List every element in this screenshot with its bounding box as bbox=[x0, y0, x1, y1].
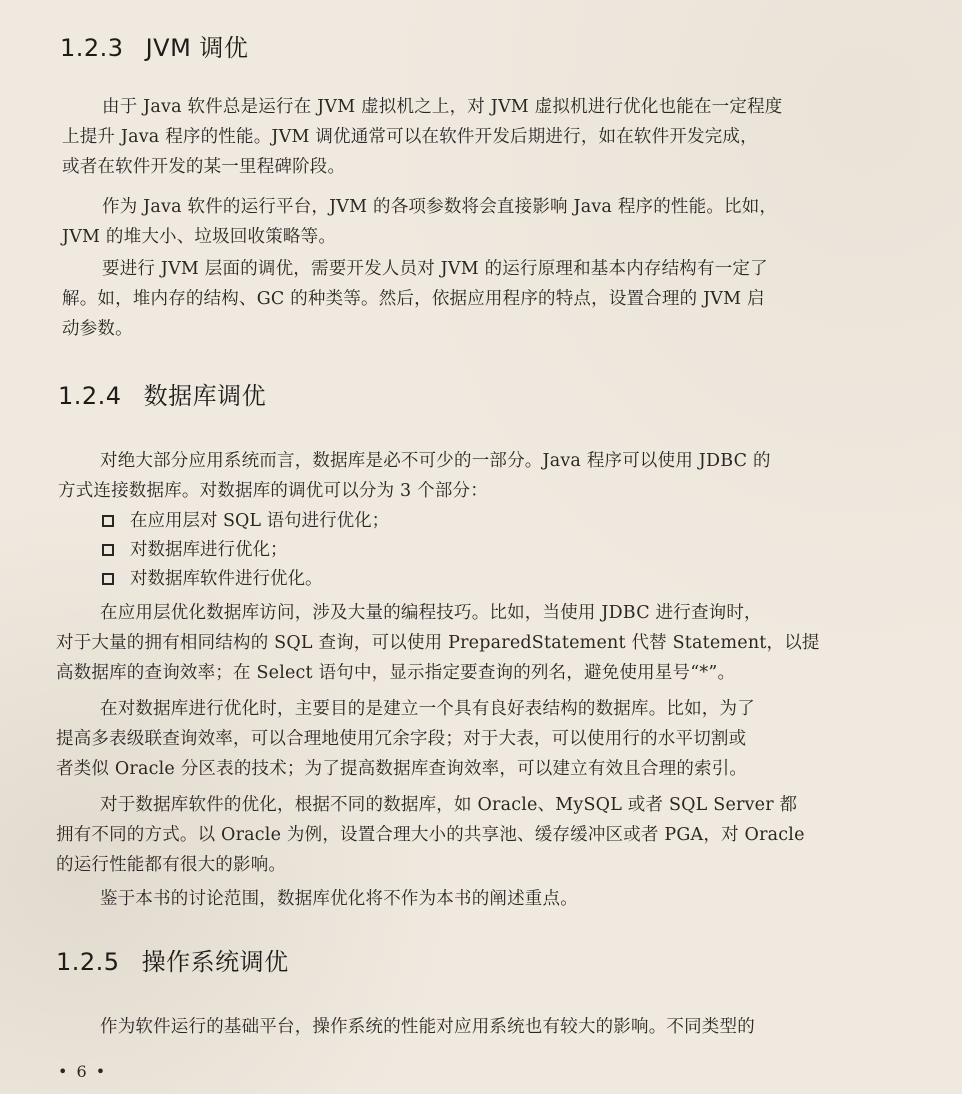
checkbox-square-icon bbox=[102, 573, 114, 585]
page-number: • 6 • bbox=[58, 1062, 108, 1081]
text-line: 对绝大部分应用系统而言，数据库是必不可少的一部分。Java 程序可以使用 JDBC 的 bbox=[100, 451, 771, 471]
bullet-item bbox=[102, 535, 288, 565]
text-line: 的运行性能都有很大的影响。 bbox=[56, 855, 287, 875]
bullet-item bbox=[102, 506, 389, 536]
text-line: 作为 Java 软件的运行平台，JVM 的各项参数将会直接影响 Java 程序的性能。比如， bbox=[102, 197, 778, 217]
section-title: JVM 调优 bbox=[145, 34, 249, 62]
text-line: 者类似 Oracle 分区表的技术；为了提高数据库查询效率，可以建立有效且合理的索引。 bbox=[56, 759, 748, 779]
paragraph-db-intro bbox=[58, 446, 896, 506]
section-number: 1.2.5 bbox=[56, 948, 120, 976]
text-line: 提高多表级联查询效率，可以合理地使用冗余字段；对于大表，可以使用行的水平切割或 bbox=[56, 729, 747, 749]
section-heading-1-2-5 bbox=[56, 942, 289, 977]
text-line: 或者在软件开发的某一里程碑阶段。 bbox=[62, 157, 346, 177]
bullet-text: 在应用层对 SQL 语句进行优化； bbox=[130, 511, 390, 531]
text-line: 对于大量的拥有相同结构的 SQL 查询，可以使用 PreparedStatement 代替 Statement，以提 bbox=[56, 633, 820, 653]
text-line: 在对数据库进行优化时，主要目的是建立一个具有良好表结构的数据库。比如，为了 bbox=[100, 699, 755, 719]
text-line: 动参数。 bbox=[62, 319, 133, 339]
text-line: 对于数据库软件的优化，根据不同的数据库，如 Oracle、MySQL 或者 SQL Server 都 bbox=[100, 795, 798, 815]
checkbox-square-icon bbox=[102, 544, 114, 556]
text-line: 拥有不同的方式。以 Oracle 为例，设置合理大小的共享池、缓存缓冲区或者 PGA，对 Oracle bbox=[56, 825, 805, 845]
text-line: 鉴于本书的讨论范围，数据库优化将不作为本书的阐述重点。 bbox=[100, 889, 578, 909]
bullet-text: 对数据库软件进行优化。 bbox=[130, 569, 323, 589]
text-line: 上提升 Java 程序的性能。JVM 调优通常可以在软件开发后期进行，如在软件开发完成， bbox=[62, 127, 758, 147]
paragraph-jvm-3 bbox=[62, 254, 898, 344]
text-line: 方式连接数据库。对数据库的调优可以分为 3 个部分： bbox=[58, 481, 488, 501]
paragraph-os-1 bbox=[56, 1012, 896, 1042]
text-line: 在应用层优化数据库访问，涉及大量的编程技巧。比如，当使用 JDBC 进行查询时， bbox=[100, 603, 762, 623]
section-heading-1-2-4 bbox=[58, 376, 266, 411]
section-title: 数据库调优 bbox=[143, 382, 267, 410]
paragraph-db-1 bbox=[56, 598, 896, 688]
bullet-item bbox=[102, 564, 323, 594]
section-title: 操作系统调优 bbox=[141, 948, 289, 976]
section-heading-1-2-3 bbox=[60, 28, 248, 63]
section-number: 1.2.3 bbox=[60, 34, 124, 62]
text-line: 作为软件运行的基础平台，操作系统的性能对应用系统也有较大的影响。不同类型的 bbox=[100, 1017, 755, 1037]
paragraph-db-3 bbox=[56, 790, 896, 880]
text-line: 高数据库的查询效率；在 Select 语句中，显示指定要查询的列名，避免使用星号“*”。 bbox=[56, 663, 736, 683]
paragraph-jvm-1 bbox=[62, 92, 898, 182]
bullet-text: 对数据库进行优化； bbox=[130, 540, 288, 560]
text-line: 要进行 JVM 层面的调优，需要开发人员对 JVM 的运行原理和基本内存结构有一定了 bbox=[102, 259, 768, 279]
checkbox-square-icon bbox=[102, 515, 114, 527]
text-line: 由于 Java 软件总是运行在 JVM 虚拟机之上，对 JVM 虚拟机进行优化也能在一定程度 bbox=[102, 97, 783, 117]
paragraph-jvm-2 bbox=[62, 192, 898, 252]
text-line: JVM 的堆大小、垃圾回收策略等。 bbox=[62, 227, 337, 247]
paragraph-db-2 bbox=[56, 694, 896, 784]
section-number: 1.2.4 bbox=[58, 382, 122, 410]
paragraph-db-4 bbox=[56, 884, 896, 914]
text-line: 解。如，堆内存的结构、GC 的种类等。然后，依据应用程序的特点，设置合理的 JVM 启 bbox=[62, 289, 765, 309]
